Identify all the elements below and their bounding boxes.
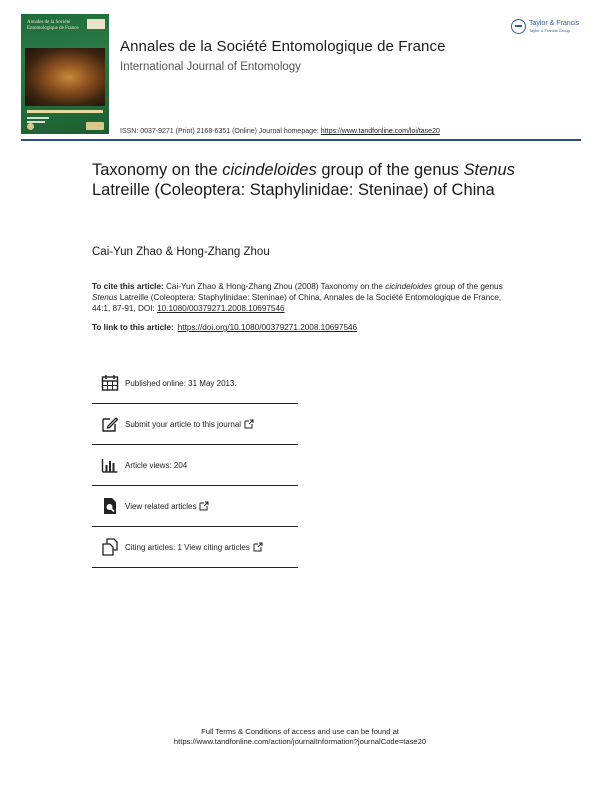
publisher-name: Taylor & Francis <box>529 19 580 27</box>
journal-title: Annales de la Société Entomologique de France <box>120 38 446 55</box>
cover-title-text: Annales de la Société Entomologique de France <box>27 20 79 31</box>
terms-footer-text: Full Terms & Conditions of access and use can be found at <box>201 727 399 736</box>
citation-label: To cite this article: <box>92 282 164 291</box>
cover-detail-line <box>27 117 49 119</box>
article-views-row <box>92 445 298 486</box>
related-articles-row[interactable] <box>92 486 298 527</box>
issn-line <box>120 128 440 135</box>
cover-title <box>27 20 87 32</box>
cover-publisher-badge <box>86 122 104 130</box>
journal-subtitle: International Journal of Entomology <box>120 61 301 73</box>
article-title-italic: cicindeloides <box>222 161 317 179</box>
cover-seal <box>27 123 34 130</box>
publisher-tagline: Taylor & Francis Group <box>529 27 570 33</box>
calendar-icon <box>99 372 121 394</box>
publisher-logo-text <box>529 20 579 33</box>
cover-subtitle-bar <box>27 110 103 113</box>
bar-chart-icon <box>99 454 121 476</box>
doi-link[interactable]: 10.1080/00379271.2008.10697546 <box>157 304 285 313</box>
external-link-icon <box>199 501 209 511</box>
article-title-part: group of the genus <box>316 161 464 179</box>
issn-text: ISSN: 0037-9271 (Print) 2168-6351 (Online) Journal homepage: <box>120 128 321 135</box>
terms-footer-url[interactable]: https://www.tandfonline.com/action/journalInformation?journalCode=tase20 <box>173 737 427 746</box>
citation-text: Cai-Yun Zhao & Hong-Zhang Zhou (2008) Taxonomy on the <box>163 282 386 291</box>
citation-block <box>92 281 512 314</box>
article-views-count: Article views: 204 <box>125 460 188 470</box>
article-title <box>92 160 532 200</box>
cover-corner-label <box>87 19 105 29</box>
submit-article-row[interactable] <box>92 404 298 445</box>
related-articles-link[interactable]: View related articles <box>125 501 197 511</box>
publisher-logo[interactable] <box>511 16 585 36</box>
article-authors: Cai-Yun Zhao & Hong-Zhang Zhou <box>92 246 270 258</box>
article-title-italic: Stenus <box>463 161 515 179</box>
submit-article-link[interactable]: Submit your article to this journal <box>125 419 242 429</box>
citation-italic: Stenus <box>92 293 118 302</box>
pencil-icon <box>99 413 121 435</box>
article-info-list <box>92 363 298 568</box>
citation-text: group of the genus <box>432 282 503 291</box>
journal-homepage-link[interactable]: https://www.tandfonline.com/loi/tase20 <box>320 128 440 135</box>
citation-text: Latreille (Coleoptera: Staphylinidae: Steninae) of China, Annales de la Société Entomologique de France, 44:1, 87-91, DOI: <box>92 293 502 313</box>
article-link-label: To link to this article: <box>92 323 174 332</box>
citing-articles-link[interactable]: Citing articles: 1 View citing articles <box>125 542 250 552</box>
article-title-part: Latreille (Coleoptera: Staphylinidae: Steninae) of China <box>92 181 495 199</box>
article-title-part: Taxonomy on the <box>92 161 223 179</box>
document-search-icon <box>99 495 121 517</box>
citation-italic: cicindeloides <box>385 282 433 291</box>
external-link-icon <box>253 542 263 552</box>
journal-cover-image <box>21 14 109 134</box>
article-doi-url[interactable]: https://doi.org/10.1080/00379271.2008.10697546 <box>177 323 358 332</box>
citing-articles-icon <box>99 536 121 558</box>
published-row <box>92 363 298 404</box>
published-date: Published online: 31 May 2013. <box>125 378 237 388</box>
article-link-line <box>92 323 357 332</box>
header-divider <box>21 139 581 141</box>
cover-photo <box>25 48 105 106</box>
publisher-mark-icon <box>511 19 526 34</box>
external-link-icon <box>244 419 254 429</box>
terms-footer <box>0 727 600 747</box>
citing-articles-row[interactable] <box>92 527 298 568</box>
